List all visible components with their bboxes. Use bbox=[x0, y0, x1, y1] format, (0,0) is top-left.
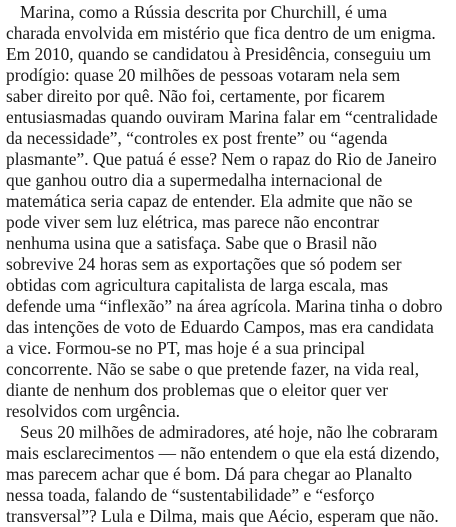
text-line: entusiasmadas quando ouviram Marina falar em “centralidade bbox=[6, 107, 438, 127]
text-line: a vice. Formou-se no PT, mas hoje é a sua principal bbox=[6, 338, 365, 358]
text-line: matemática seria capaz de entender. Ela admite que não se bbox=[6, 191, 413, 211]
text-line: saber direito por quê. Não foi, certamente, por ficarem bbox=[6, 86, 386, 106]
text-line: charada envolvida em mistério que fica dentro de um enigma. bbox=[6, 23, 436, 43]
text-line: Em 2010, quando se candidatou à Presidência, conseguiu um bbox=[6, 44, 432, 64]
text-line: prodígio: quase 20 milhões de pessoas votaram nela sem bbox=[6, 65, 401, 85]
text-line: transversal”? Lula e Dilma, mais que Aécio, esperam que não. bbox=[6, 506, 439, 526]
text-line: obtidas com agricultura capitalista de larga escala, mas bbox=[6, 275, 389, 295]
text-line: mais esclarecimentos — não entendem o que ela está dizendo, bbox=[6, 443, 440, 463]
text-line: nessa toada, falando de “sustentabilidade” e “esforço bbox=[6, 485, 375, 505]
text-line: diante de nenhum dos problemas que o eleitor quer ver bbox=[6, 380, 388, 400]
text-line: sobrevive 24 horas sem as exportações que só podem ser bbox=[6, 254, 402, 274]
text-line: das intenções de voto de Eduardo Campos, mas era candidata bbox=[6, 317, 434, 337]
text-line: Marina, como a Rússia descrita por Churchill, é uma bbox=[20, 2, 388, 22]
text-line: mas parecem achar que é bom. Dá para chegar ao Planalto bbox=[6, 464, 413, 484]
text-line: da necessidade”, “controles ex post frente” ou “agenda bbox=[6, 128, 388, 148]
text-line: resolvidos com urgência. bbox=[6, 401, 181, 421]
text-line: pode viver sem luz elétrica, mas parece não encontrar bbox=[6, 212, 380, 232]
text-line: Seus 20 milhões de admiradores, até hoje, não lhe cobraram bbox=[20, 422, 438, 442]
text-line: que ganhou outro dia a supermedalha internacional de bbox=[6, 170, 383, 190]
paragraph-1 bbox=[6, 2, 450, 422]
text-line: defende uma “inflexão” na área agrícola. Marina tinha o dobro bbox=[6, 296, 443, 316]
paragraph-2 bbox=[6, 422, 450, 527]
text-line: concorrente. Não se sabe o que pretende fazer, na vida real, bbox=[6, 359, 420, 379]
text-line: plasmante”. Que patuá é esse? Nem o rapaz do Rio de Janeiro bbox=[6, 149, 437, 169]
text-line: nenhuma usina que a satisfaça. Sabe que o Brasil não bbox=[6, 233, 377, 253]
